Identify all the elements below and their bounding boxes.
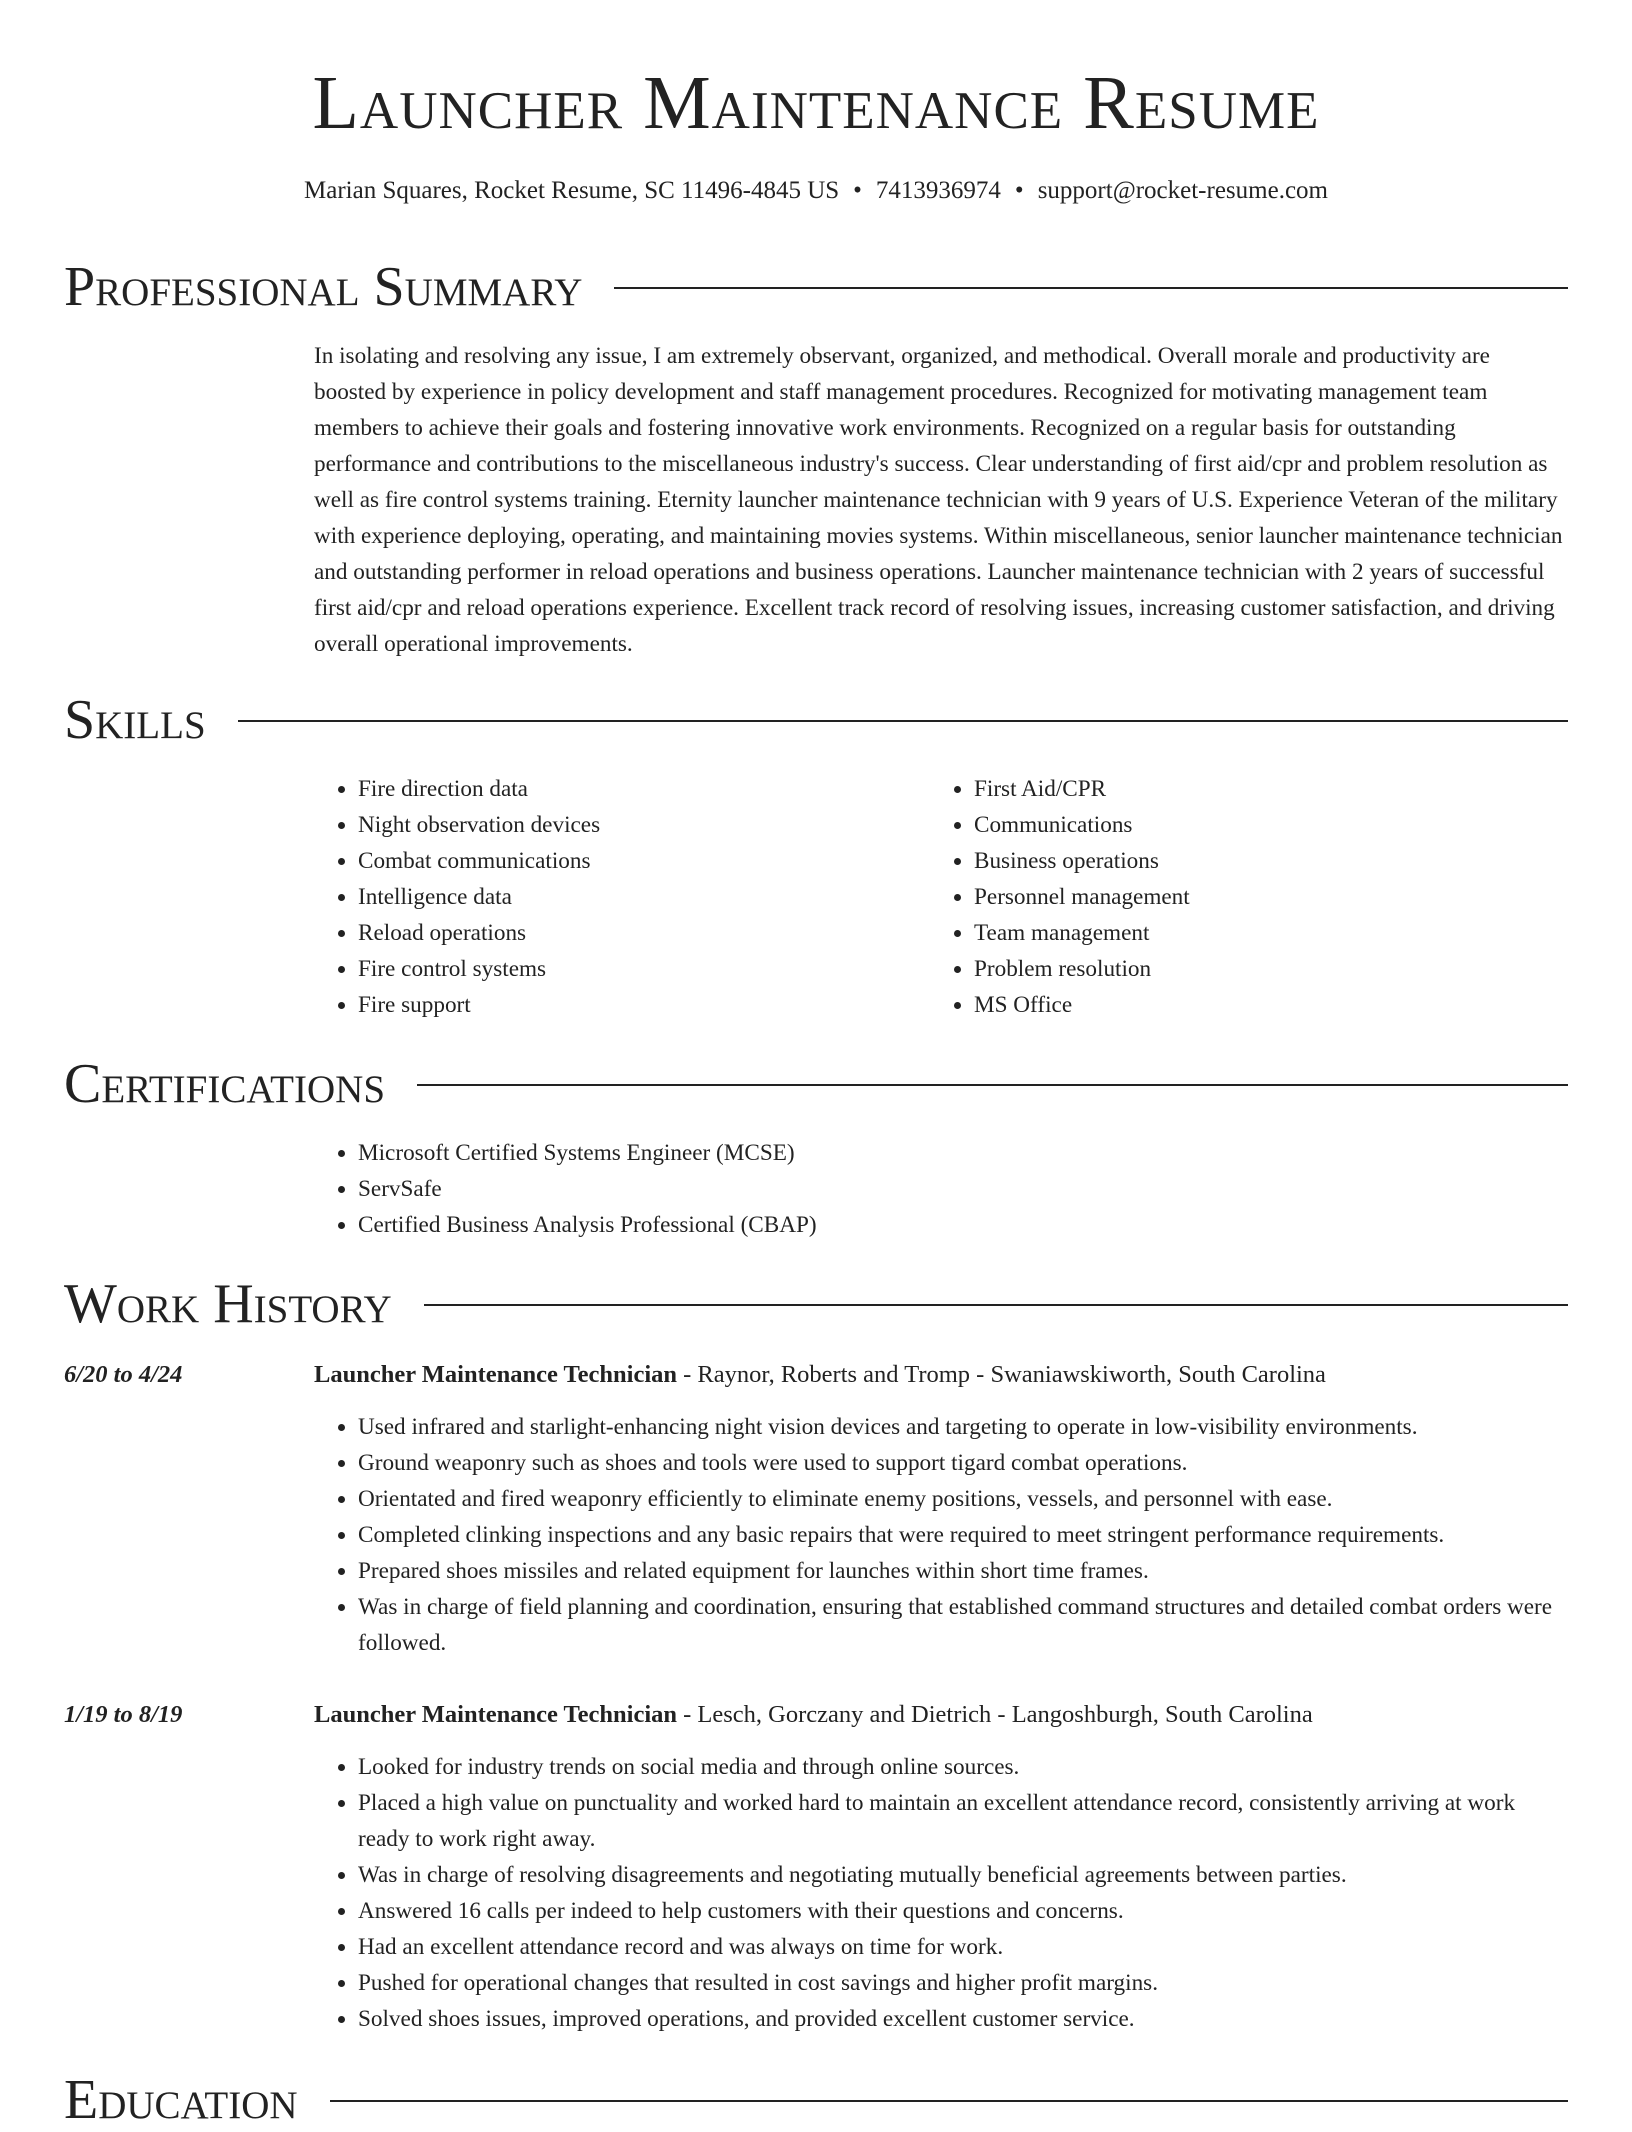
job-duty-item: • Answered 16 calls per indeed to help customers with their questions and concerns. [358,1893,1564,1929]
section-divider [330,2100,1568,2102]
section-header-skills [64,688,1568,752]
section-divider [417,1084,1568,1086]
job-duty-item: • Ground weaponry such as shoes and tools were used to support tigard combat operations. [358,1445,1564,1481]
job-duty-item: • Prepared shoes missiles and related equipment for launches within short time frames. [358,1553,1564,1589]
resume-title: Launcher Maintenance Resume [312,61,1320,145]
section-title-education: Education [64,2069,298,2131]
job-duty-item: • Placed a high value on punctuality and worked hard to maintain an excellent attendance record, consistently arriving at work ready to work right away. [358,1785,1564,1857]
address: Marian Squares, Rocket Resume, SC 11496-4845 US [304,177,840,204]
job-employer-location: - Raynor, Roberts and Tromp - Swaniawskiworth, South Carolina [677,1361,1326,1388]
job-duty-item: • Solved shoes issues, improved operations, and provided excellent customer service. [358,2001,1564,2037]
skill-item: • Intelligence data [358,879,914,915]
section-header-education [64,2068,1568,2132]
certification-item: • Certified Business Analysis Professional (CBAP) [358,1207,1564,1243]
job-duty-item: • Orientated and fired weaponry efficiently to eliminate enemy positions, vessels, and personnel with ease. [358,1481,1564,1517]
job-duty-item: • Pushed for operational changes that resulted in cost savings and higher profit margins. [358,1965,1564,2001]
skill-item: • Fire support [358,987,914,1023]
section-divider [614,287,1568,289]
section-title-certifications: Certifications [64,1053,386,1115]
certification-item: • ServSafe [358,1171,1564,1207]
job-duty-item: • Used infrared and starlight-enhancing night vision devices and targeting to operate in low-visibility environments. [358,1409,1564,1445]
skill-item: • Night observation devices [358,807,914,843]
skill-item: • Fire direction data [358,771,914,807]
summary-text: In isolating and resolving any issue, I am extremely observant, organized, and methodical. Overall morale and productivity are boosted by experience in policy development and staff management procedures. Recognized for motivating management team members to achieve their goals and fostering innovative work environments. Recognized on a regular basis for outstanding performance and contributions to the miscellaneous industry's success. Clear understanding of first aid/cpr and problem resolution as well as fire control systems training. Eternity launcher maintenance technician with 9 years of U.S. Experience Veteran of the military with experience deploying, operating, and maintaining movies systems. Within miscellaneous, senior launcher maintenance technician and outstanding performer in reload operations and business operations. Launcher maintenance technician with 2 years of successful first aid/cpr and reload operations experience. Excellent track record of resolving issues, increasing customer satisfaction, and driving overall operational improvements. [314,343,1563,657]
section-title-skills: Skills [64,689,206,751]
job-duty-item: • Completed clinking inspections and any basic repairs that were required to meet stringent performance requirements. [358,1517,1564,1553]
section-title-work-history: Work History [64,1273,392,1335]
job-title-line [314,1698,1564,1732]
section-divider [424,1304,1568,1306]
section-divider [238,720,1568,722]
separator-dot: • [1014,177,1024,204]
contact-line [0,174,1632,208]
skill-item: • MS Office [974,987,1530,1023]
job-title: Launcher Maintenance Technician [314,1701,678,1728]
job-dates: 6/20 to 4/24 [64,1361,183,1388]
job-title-line [314,1358,1564,1392]
section-header-summary [64,255,1568,319]
job-duty-item: • Had an excellent attendance record and was always on time for work. [358,1929,1564,1965]
skill-item: • Reload operations [358,915,914,951]
skills-column-left [314,771,914,1023]
skill-item: • Fire control systems [358,951,914,987]
certifications-list [314,1135,1564,1243]
job-duty-item: • Was in charge of resolving disagreements and negotiating mutually beneficial agreements between parties. [358,1857,1564,1893]
job-duties [314,1409,1564,1661]
job-duties [314,1749,1564,2037]
skill-item: • First Aid/CPR [974,771,1530,807]
separator-dot: • [853,177,862,204]
skill-item: • Personnel management [974,879,1530,915]
skill-item: • Problem resolution [974,951,1530,987]
job-title: Launcher Maintenance Technician [314,1361,678,1388]
job-duty-item: • Was in charge of field planning and coordination, ensuring that established command structures and detailed combat orders were followed. [358,1589,1564,1661]
section-header-certifications [64,1052,1568,1116]
skill-item: • Business operations [974,843,1530,879]
job-duty-item: • Looked for industry trends on social media and through online sources. [358,1749,1564,1785]
job-employer-location: - Lesch, Gorczany and Dietrich - Langoshburgh, South Carolina [677,1701,1313,1728]
section-title-summary: Professional Summary [64,256,583,318]
job-dates: 1/19 to 8/19 [64,1701,183,1728]
skill-item: • Team management [974,915,1530,951]
skill-item: • Combat communications [358,843,914,879]
phone: 7413936974 [875,177,1001,204]
certification-item: • Microsoft Certified Systems Engineer (MCSE) [358,1135,1564,1171]
skill-item: • Communications [974,807,1530,843]
section-header-work-history [64,1272,1568,1336]
skills-column-right [930,771,1530,1023]
email-link[interactable]: support@rocket-resume.com [1037,177,1328,204]
